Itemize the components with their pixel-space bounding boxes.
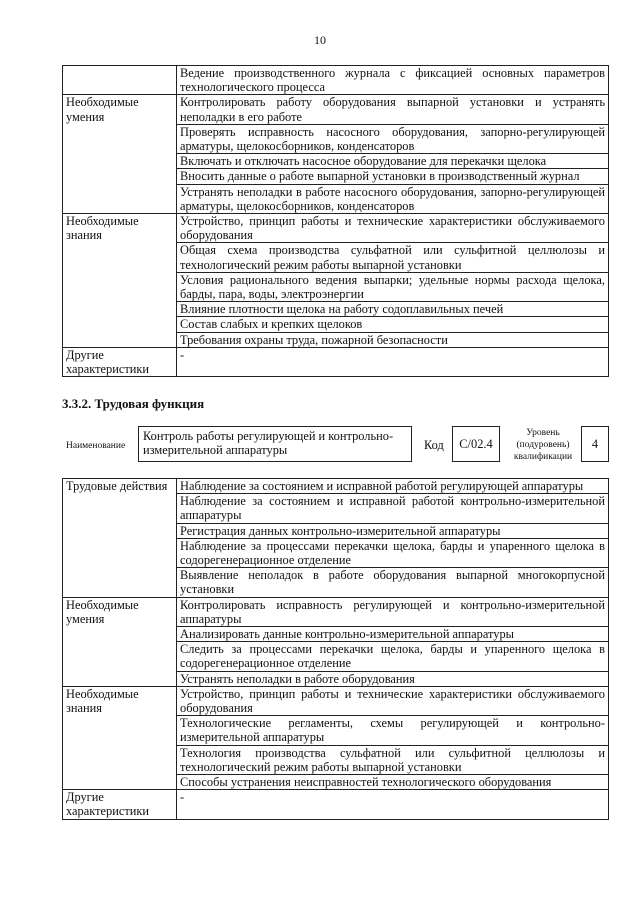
row-header-cell	[63, 332, 177, 347]
row-content-cell: Технологические регламенты, схемы регулирующей и контрольно-измерительной аппаратуры	[177, 716, 609, 745]
table-row	[63, 272, 609, 301]
row-content-cell: Устранять неполадки в работе оборудования	[177, 671, 609, 686]
row-header-cell	[63, 66, 177, 95]
table-row	[63, 745, 609, 774]
function-name: Контроль работы регулирующей и контрольно-измерительной аппаратуры	[138, 426, 412, 462]
row-content-cell: Контролировать исправность регулирующей и контрольно-измерительной аппаратуры	[177, 597, 609, 626]
row-content-cell: Наблюдение за состоянием и исправной работой контрольно-измерительной аппаратуры	[177, 494, 609, 523]
row-content-cell: Наблюдение за процессами перекачки щелока, барды и упаренного щелока в содорегенерационное отделение	[177, 538, 609, 567]
row-header-cell	[63, 169, 177, 184]
table-row	[63, 568, 609, 597]
row-header-cell: Необходимые умения	[63, 95, 177, 124]
row-header-cell	[63, 272, 177, 301]
row-content-cell: Вносить данные о работе выпарной установки в производственный журнал	[177, 169, 609, 184]
section-title: 3.3.2. Трудовая функция	[62, 396, 205, 411]
table-row	[63, 479, 609, 494]
row-content-cell: Анализировать данные контрольно-измерительной аппаратуры	[177, 627, 609, 642]
row-content-cell: Устройство, принцип работы и технические характеристики обслуживаемого оборудования	[177, 214, 609, 243]
table-row	[63, 597, 609, 626]
row-header-cell: Трудовые действия	[63, 479, 177, 494]
row-content-cell: Способы устранения неисправностей технологического оборудования	[177, 775, 609, 790]
row-header-cell	[63, 302, 177, 317]
row-header-cell: Другие характеристики	[63, 347, 177, 376]
row-content-cell: Условия рационального ведения выпарки; удельные нормы расхода щелока, барды, пара, воды, электроэнергии	[177, 272, 609, 301]
table-row	[63, 302, 609, 317]
table-row	[63, 627, 609, 642]
row-content-cell: Состав слабых и крепких щелоков	[177, 317, 609, 332]
table-row	[63, 332, 609, 347]
table-row	[63, 169, 609, 184]
row-header-cell	[63, 642, 177, 671]
row-content-cell: Включать и отключать насосное оборудование для перекачки щелока	[177, 154, 609, 169]
function-code: C/02.4	[452, 426, 500, 462]
row-header-cell	[63, 627, 177, 642]
row-content-cell: Устройство, принцип работы и технические характеристики обслуживаемого оборудования	[177, 686, 609, 715]
row-content-cell: Регистрация данных контрольно-измерительной аппаратуры	[177, 523, 609, 538]
table-row	[63, 317, 609, 332]
requirements-table-bottom	[62, 478, 609, 820]
row-header-cell	[63, 317, 177, 332]
table-row	[63, 775, 609, 790]
row-header-cell	[63, 243, 177, 272]
labor-function-header	[62, 424, 609, 468]
table-row	[63, 154, 609, 169]
table-row	[63, 214, 609, 243]
level-label: Уровень (подуровень) квалификации	[513, 428, 573, 462]
requirements-table-top	[62, 65, 609, 377]
table-row	[63, 671, 609, 686]
row-header-cell	[63, 523, 177, 538]
qualification-level: 4	[581, 426, 609, 462]
code-label: Код	[424, 438, 444, 452]
table-row	[63, 642, 609, 671]
row-content-cell: Контролировать работу оборудования выпарной установки и устранять неполадки в его работе	[177, 95, 609, 124]
row-content-cell: Проверять исправность насосного оборудования, запорно-регулирующей арматуры, щелокосборников, конденсаторов	[177, 124, 609, 153]
table-row	[63, 124, 609, 153]
row-header-cell	[63, 568, 177, 597]
row-header-cell	[63, 745, 177, 774]
row-header-cell	[63, 538, 177, 567]
row-header-cell	[63, 671, 177, 686]
name-label: Наименование	[66, 441, 126, 451]
row-header-cell: Необходимые умения	[63, 597, 177, 626]
row-header-cell	[63, 716, 177, 745]
table-row	[63, 686, 609, 715]
row-content-cell: -	[177, 790, 609, 819]
row-header-cell	[63, 494, 177, 523]
row-header-cell	[63, 154, 177, 169]
row-content-cell: Общая схема производства сульфатной или сульфитной целлюлозы и технологический режим работы выпарной установки	[177, 243, 609, 272]
table-row	[63, 95, 609, 124]
row-content-cell: Ведение производственного журнала с фиксацией основных параметров технологического процесса	[177, 66, 609, 95]
row-header-cell: Другие характеристики	[63, 790, 177, 819]
row-content-cell: -	[177, 347, 609, 376]
row-content-cell: Устранять неполадки в работе насосного оборудования, запорно-регулирующей арматуры, щелокосборников, конденсаторов	[177, 184, 609, 213]
table-row	[63, 523, 609, 538]
table-row	[63, 66, 609, 95]
table-row	[63, 716, 609, 745]
row-header-cell	[63, 775, 177, 790]
table-row	[63, 347, 609, 376]
table-row	[63, 538, 609, 567]
table-row	[63, 494, 609, 523]
row-header-cell	[63, 184, 177, 213]
table-body	[63, 66, 609, 377]
table-body	[63, 479, 609, 820]
row-header-cell	[63, 124, 177, 153]
row-content-cell: Выявление неполадок в работе оборудования выпарной многокорпусной установки	[177, 568, 609, 597]
row-content-cell: Следить за процессами перекачки щелока, барды и упаренного щелока в содорегенерационное отделение	[177, 642, 609, 671]
row-content-cell: Наблюдение за состоянием и исправной работой регулирующей аппаратуры	[177, 479, 609, 494]
row-header-cell: Необходимые знания	[63, 214, 177, 243]
row-content-cell: Требования охраны труда, пожарной безопасности	[177, 332, 609, 347]
table-row	[63, 790, 609, 819]
row-content-cell: Влияние плотности щелока на работу содоплавильных печей	[177, 302, 609, 317]
row-content-cell: Технология производства сульфатной или сульфитной целлюлозы и технологический режим работы выпарной установки	[177, 745, 609, 774]
row-header-cell: Необходимые знания	[63, 686, 177, 715]
page-number: 10	[314, 33, 326, 47]
table-row	[63, 243, 609, 272]
table-row	[63, 184, 609, 213]
